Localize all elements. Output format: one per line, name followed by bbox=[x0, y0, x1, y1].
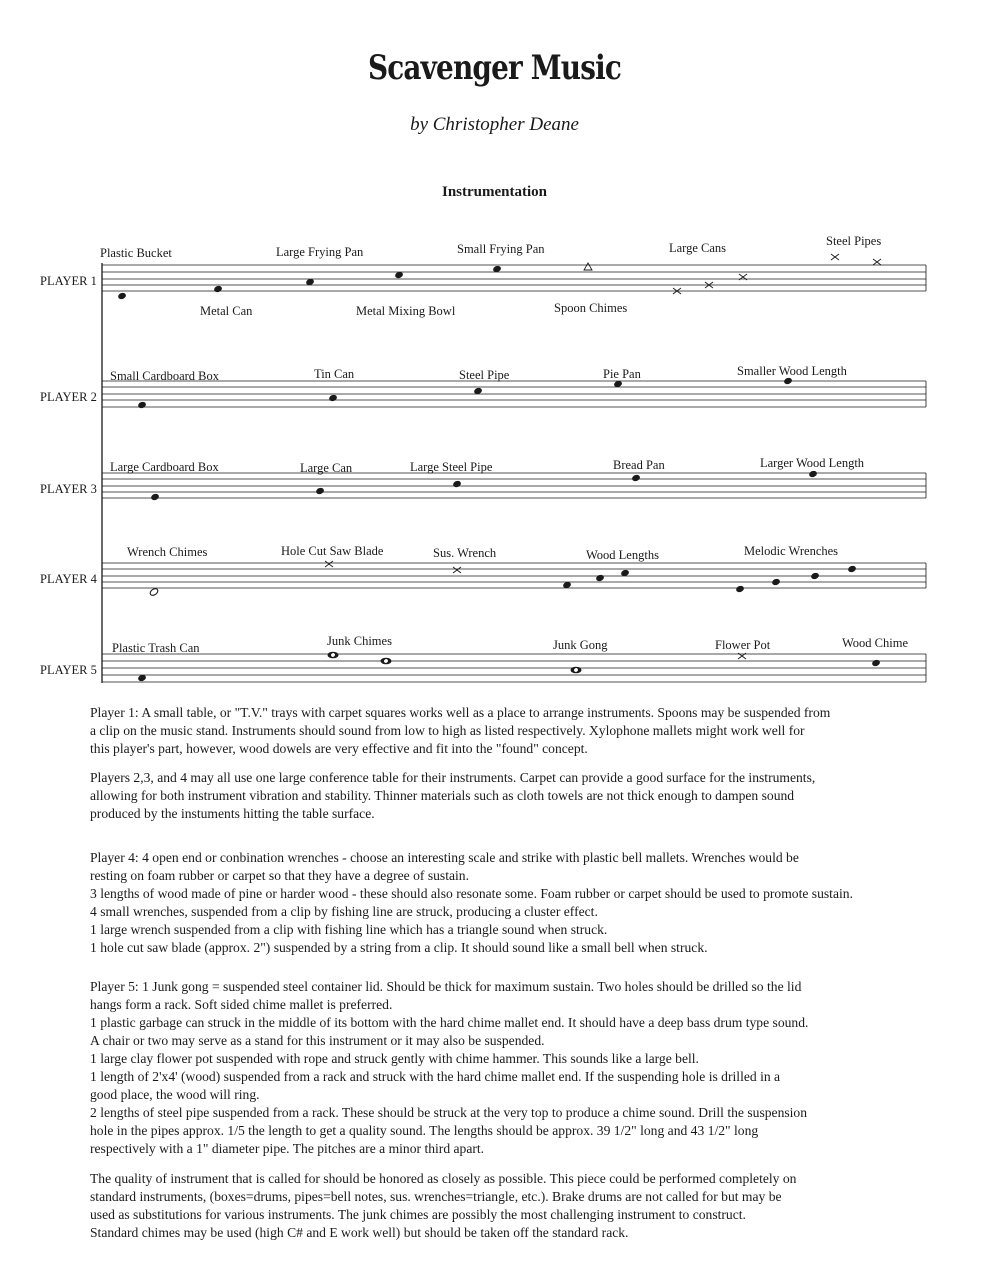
note-player-1 bbox=[90, 704, 940, 758]
instrument-label: Bread Pan bbox=[613, 458, 665, 472]
note-head bbox=[808, 470, 818, 478]
text-line: Player 4: 4 open end or conbination wrenches - choose an interesting scale and strike with plastic bell mallets. Wrenches would be bbox=[90, 850, 799, 865]
player-label: PLAYER 2 bbox=[40, 390, 97, 404]
instrument-label: Small Frying Pan bbox=[457, 242, 545, 256]
note-player-4 bbox=[90, 849, 940, 957]
text-line: a clip on the music stand. Instruments should sound from low to high as listed respectively. Xylophone mallets might work well for bbox=[90, 723, 805, 738]
whole-note-head bbox=[571, 667, 582, 674]
instrument-label: Metal Mixing Bowl bbox=[356, 304, 456, 318]
text-line: 2 lengths of steel pipe suspended from a rack. These should be struck at the very top to produce a chime sound. Drill the suspension bbox=[90, 1105, 808, 1120]
instrument-label: Junk Gong bbox=[553, 638, 608, 652]
note-head bbox=[213, 285, 223, 293]
text-line: The quality of instrument that is called for should be honored as closely as possible. This piece could be performed completely on bbox=[90, 1171, 797, 1186]
open-note-head bbox=[149, 587, 159, 596]
text-line: 3 lengths of wood made of pine or harder wood - these should also resonate some. Foam rubber or carpet should be used to promote sustain. bbox=[90, 886, 853, 901]
text-line: this player's part, however, wood dowels are very effective and fit into the "found" concept. bbox=[90, 741, 588, 756]
text-line: Player 1: A small table, or "T.V." trays with carpet squares works well as a place to arrange instruments. Spoons may be suspended from bbox=[90, 705, 831, 720]
instrument-label: Large Frying Pan bbox=[276, 245, 364, 259]
instrument-label: Steel Pipes bbox=[826, 234, 882, 248]
instrument-label: Wood Lengths bbox=[586, 548, 659, 562]
note-player-5 bbox=[90, 978, 940, 1158]
note-head bbox=[847, 565, 857, 573]
text-line: A chair or two may serve as a stand for this instrument or it may also be suspended. bbox=[90, 1033, 545, 1048]
text-line: 4 small wrenches, suspended from a clip by fishing line are struck, producing a cluster effect. bbox=[90, 904, 598, 919]
text-line: 1 large wrench suspended from a clip with fishing line which has a triangle sound when struck. bbox=[90, 922, 608, 937]
player-label: PLAYER 4 bbox=[40, 572, 97, 586]
note-head bbox=[595, 574, 605, 582]
note-head bbox=[137, 401, 147, 409]
text-line: Standard chimes may be used (high C# and E work well) but should be taken off the standard rack. bbox=[90, 1225, 629, 1240]
instrument-label: Pie Pan bbox=[603, 367, 641, 381]
player-label: PLAYER 3 bbox=[40, 482, 97, 496]
note-head bbox=[871, 659, 881, 667]
note-head bbox=[735, 585, 745, 593]
instrument-label: Tin Can bbox=[314, 367, 355, 381]
note-players-2-3-4 bbox=[90, 769, 940, 823]
text-line: respectively with a 1" diameter pipe. The pitches are a minor third apart. bbox=[90, 1141, 485, 1156]
section-heading: Instrumentation bbox=[441, 184, 547, 200]
text-line: Players 2,3, and 4 may all use one large conference table for their instruments. Carpet can provide a good surface for the instruments, bbox=[90, 770, 816, 785]
instrument-label: Plastic Trash Can bbox=[112, 641, 200, 655]
note-head bbox=[315, 487, 325, 495]
instrument-label: Large Cans bbox=[669, 241, 727, 255]
note-head bbox=[631, 474, 641, 482]
instrument-label: Spoon Chimes bbox=[554, 301, 628, 315]
text-line: Player 5: 1 Junk gong = suspended steel container lid. Should be thick for maximum sustain. Two holes should be drilled so the lid bbox=[90, 979, 802, 994]
text-line: standard instruments, (boxes=drums, pipes=bell notes, sus. wrenches=triangle, etc.). Brake drums are not called for but may be bbox=[90, 1189, 782, 1204]
text-line: good place, the wood will ring. bbox=[90, 1087, 260, 1102]
staff-player-3 bbox=[40, 456, 926, 501]
text-line: produced by the instuments hitting the table surface. bbox=[90, 806, 375, 821]
text-line: 1 length of 2'x4' (wood) suspended from a rack and struck with the hard chime mallet end. If the suspending hole is drilled in a bbox=[90, 1069, 781, 1084]
instrument-label: Hole Cut Saw Blade bbox=[281, 544, 384, 558]
instrument-label: Larger Wood Length bbox=[760, 456, 865, 470]
text-line: 1 plastic garbage can struck in the middle of its bottom with the hard chime mallet end. It should have a deep bass drum type sound. bbox=[90, 1015, 809, 1030]
instrument-label: Wrench Chimes bbox=[127, 545, 208, 559]
instrument-label: Steel Pipe bbox=[459, 368, 510, 382]
staff-lines bbox=[102, 265, 926, 291]
note-general bbox=[90, 1170, 940, 1242]
staff-lines bbox=[102, 654, 926, 682]
instrument-label: Small Cardboard Box bbox=[110, 369, 220, 383]
text-line: hangs form a rack. Soft sided chime mallet is preferred. bbox=[90, 997, 393, 1012]
text-line: 1 large clay flower pot suspended with rope and struck gently with chime hammer. This sounds like a large bell. bbox=[90, 1051, 699, 1066]
text-line: 1 hole cut saw blade (approx. 2") suspended by a string from a clip. It should sound like a small bell when struck. bbox=[90, 940, 708, 955]
instrument-label: Large Can bbox=[300, 461, 353, 475]
instrument-label: Smaller Wood Length bbox=[737, 364, 847, 378]
note-head bbox=[328, 394, 338, 402]
instrument-label: Junk Chimes bbox=[327, 634, 392, 648]
instrument-label: Sus. Wrench bbox=[433, 546, 497, 560]
text-line: allowing for both instrument vibration and stability. Thinner materials such as cloth towels are not thick enough to dampen sound bbox=[90, 788, 795, 803]
staff-lines bbox=[102, 381, 926, 407]
staff-player-2 bbox=[40, 364, 926, 409]
staff-player-1 bbox=[40, 234, 926, 318]
note-head bbox=[771, 578, 781, 586]
staff-player-5 bbox=[40, 634, 926, 682]
note-head bbox=[150, 493, 160, 501]
staff-lines bbox=[102, 473, 926, 498]
x-note-heads bbox=[673, 254, 881, 294]
whole-note-head bbox=[381, 658, 392, 665]
whole-note-head bbox=[328, 652, 339, 659]
triangle-note-head bbox=[584, 263, 592, 270]
player-label: PLAYER 5 bbox=[40, 663, 97, 677]
staff-lines bbox=[102, 563, 926, 588]
note-head bbox=[783, 377, 793, 385]
note-head bbox=[810, 572, 820, 580]
instrument-label: Flower Pot bbox=[715, 638, 771, 652]
text-line: used as substitutions for various instruments. The junk chimes are possibly the most challenging instrument to construct. bbox=[90, 1207, 746, 1222]
staff-player-4 bbox=[40, 544, 926, 597]
text-line: hole in the pipes approx. 1/5 the length to get a quality sound. The lengths should be approx. 39 1/2" long and 43 1/2" long bbox=[90, 1123, 759, 1138]
note-head bbox=[452, 480, 462, 488]
text-line: resting on foam rubber or carpet so that they have a degree of sustain. bbox=[90, 868, 469, 883]
instrument-label: Wood Chime bbox=[842, 636, 909, 650]
instrument-label: Large Steel Pipe bbox=[410, 460, 493, 474]
player-label: PLAYER 1 bbox=[40, 274, 97, 288]
page-title: Scavenger Music bbox=[367, 48, 622, 88]
instrument-label: Plastic Bucket bbox=[100, 246, 172, 260]
byline: by Christopher Deane bbox=[410, 114, 579, 135]
instrument-label: Metal Can bbox=[200, 304, 253, 318]
note-head bbox=[117, 292, 127, 300]
instrument-label: Melodic Wrenches bbox=[744, 544, 839, 558]
instrument-label: Large Cardboard Box bbox=[110, 460, 219, 474]
